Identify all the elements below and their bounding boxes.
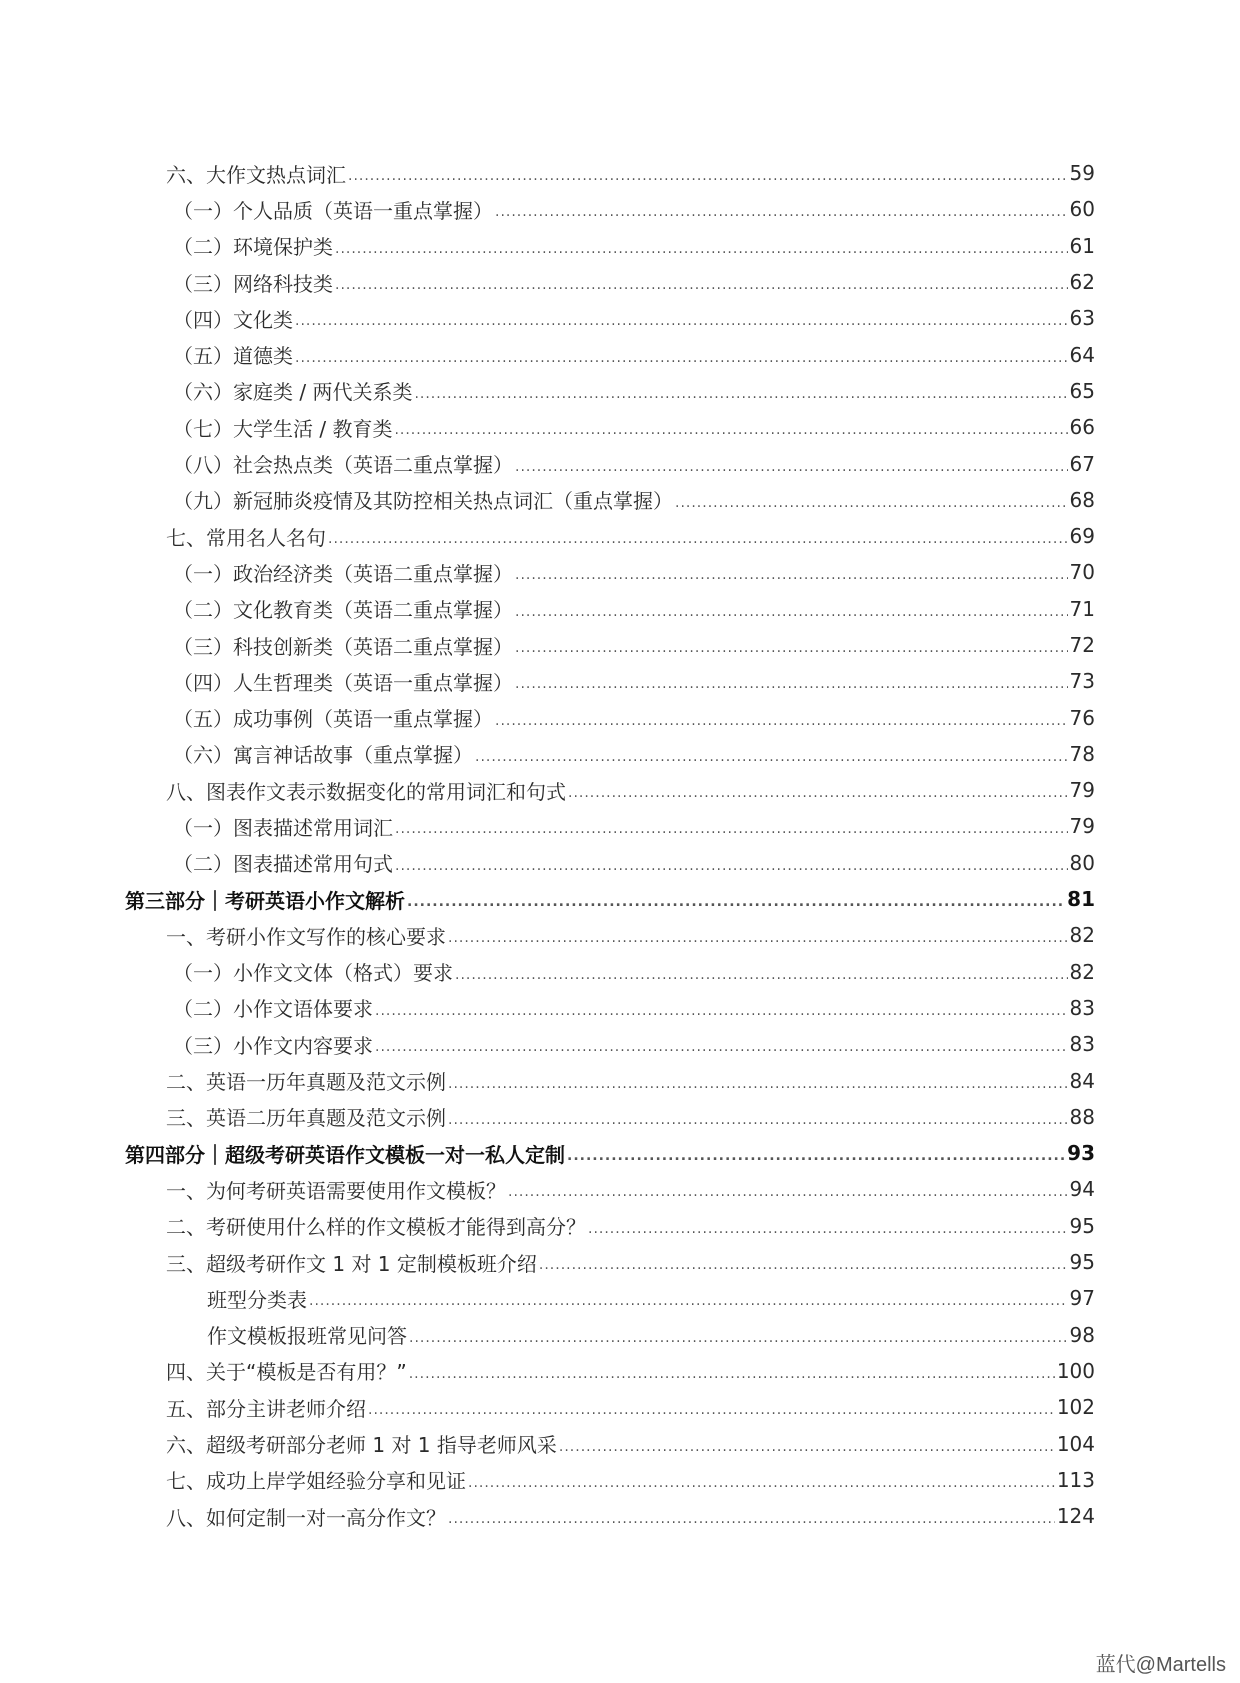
toc-entry[interactable]	[0, 954, 1095, 990]
toc-entry-title: 班型分类表	[207, 1287, 307, 1312]
toc-entry[interactable]	[0, 300, 1095, 336]
toc-entry[interactable]	[0, 772, 1095, 808]
toc-entry[interactable]	[0, 373, 1095, 409]
dot-leader	[395, 853, 1068, 873]
toc-entry[interactable]	[0, 1208, 1095, 1244]
toc-entry-title: （六）家庭类 / 两代关系类	[173, 380, 413, 405]
dot-leader	[295, 308, 1068, 328]
toc-entry-title: （一）图表描述常用词汇	[173, 815, 393, 840]
toc-entry-title: （一）政治经济类（英语二重点掌握）	[173, 561, 513, 586]
toc-entry-page-number: 113	[1056, 1467, 1095, 1492]
dot-leader	[348, 163, 1068, 183]
toc-entry[interactable]	[0, 1099, 1095, 1135]
dot-leader	[515, 635, 1068, 655]
toc-entry[interactable]	[0, 1498, 1095, 1534]
dot-leader	[328, 526, 1068, 546]
toc-entry-page-number: 80	[1069, 850, 1095, 875]
toc-entry-page-number: 100	[1056, 1358, 1095, 1383]
dot-leader	[409, 1325, 1068, 1345]
toc-entry-title: （二）环境保护类	[173, 235, 333, 260]
toc-entry-page-number: 76	[1069, 705, 1095, 730]
toc-entry-page-number: 66	[1069, 415, 1095, 440]
toc-entry[interactable]	[0, 1026, 1095, 1062]
toc-entry[interactable]	[0, 736, 1095, 772]
dot-leader	[539, 1252, 1068, 1272]
toc-entry[interactable]	[0, 264, 1095, 300]
toc-entry-title: （二）文化教育类（英语二重点掌握）	[173, 598, 513, 623]
toc-entry[interactable]	[0, 808, 1095, 844]
dot-leader	[568, 780, 1068, 800]
dot-leader	[468, 1470, 1055, 1490]
dot-leader	[515, 599, 1068, 619]
toc-entry[interactable]	[0, 1244, 1095, 1280]
toc-entry-title: （三）小作文内容要求	[173, 1033, 373, 1058]
toc-entry-page-number: 61	[1069, 233, 1095, 258]
toc-entry-title: （九）新冠肺炎疫情及其防控相关热点词汇（重点掌握）	[173, 489, 673, 514]
toc-entry-page-number: 71	[1069, 596, 1095, 621]
toc-entry-title: 二、英语一历年真题及范文示例	[166, 1070, 446, 1095]
toc-entry-title: （二）小作文语体要求	[173, 997, 373, 1022]
toc-entry[interactable]	[0, 627, 1095, 663]
dot-leader	[455, 962, 1068, 982]
toc-entry-title: 三、超级考研作文 1 对 1 定制模板班介绍	[166, 1251, 537, 1276]
toc-entry[interactable]	[0, 1062, 1095, 1098]
toc-entry-page-number: 82	[1069, 959, 1095, 984]
dot-leader	[295, 345, 1068, 365]
toc-entry-page-number: 59	[1069, 161, 1095, 186]
toc-entry-title: （六）寓言神话故事（重点掌握）	[173, 743, 473, 768]
toc-entry-title: 七、成功上岸学姐经验分享和见证	[166, 1469, 466, 1494]
dot-leader	[448, 1107, 1068, 1127]
toc-entry-title: 四、关于“模板是否有用？”	[166, 1360, 407, 1385]
dot-leader	[448, 1071, 1068, 1091]
toc-entry-page-number: 73	[1069, 669, 1095, 694]
toc-entry[interactable]	[0, 409, 1095, 445]
toc-entry[interactable]	[0, 1280, 1095, 1316]
toc-entry-page-number: 104	[1056, 1431, 1095, 1456]
toc-entry-title: 第四部分｜超级考研英语作文模板一对一私人定制	[125, 1142, 565, 1167]
toc-entry-page-number: 62	[1069, 270, 1095, 295]
dot-leader	[309, 1288, 1068, 1308]
toc-entry[interactable]	[0, 1462, 1095, 1498]
toc-entry-page-number: 65	[1069, 378, 1095, 403]
toc-entry[interactable]	[0, 1425, 1095, 1461]
toc-entry-page-number: 81	[1067, 887, 1095, 912]
toc-entry[interactable]	[0, 518, 1095, 554]
dot-leader	[515, 562, 1068, 582]
toc-entry-page-number: 67	[1069, 451, 1095, 476]
watermark: 蓝代@Martells	[1095, 1654, 1226, 1676]
table-of-contents	[0, 155, 1240, 1534]
dot-leader	[407, 889, 1065, 909]
toc-entry-title: （二）图表描述常用句式	[173, 852, 393, 877]
toc-entry[interactable]	[0, 482, 1095, 518]
toc-entry-title: 三、英语二历年真题及范文示例	[166, 1106, 446, 1131]
toc-entry-title: （七）大学生活 / 教育类	[173, 416, 393, 441]
toc-entry-title: （一）个人品质（英语一重点掌握）	[173, 198, 493, 223]
toc-entry-page-number: 64	[1069, 342, 1095, 367]
dot-leader	[409, 1361, 1055, 1381]
toc-entry-title: （四）人生哲理类（英语一重点掌握）	[173, 670, 513, 695]
toc-entry-page-number: 69	[1069, 524, 1095, 549]
dot-leader	[394, 417, 1067, 437]
toc-entry-page-number: 93	[1067, 1141, 1095, 1166]
dot-leader	[675, 490, 1068, 510]
toc-entry-page-number: 83	[1069, 1032, 1095, 1057]
toc-entry-page-number: 78	[1069, 741, 1095, 766]
dot-leader	[508, 1179, 1068, 1199]
toc-entry[interactable]	[0, 1317, 1095, 1353]
dot-leader	[335, 272, 1068, 292]
dot-leader	[375, 998, 1068, 1018]
dot-leader	[567, 1143, 1065, 1163]
toc-entry-page-number: 94	[1069, 1177, 1095, 1202]
toc-entry[interactable]	[0, 554, 1095, 590]
toc-entry-page-number: 102	[1056, 1395, 1095, 1420]
dot-leader	[368, 1397, 1055, 1417]
toc-entry-title: 一、为何考研英语需要使用作文模板？	[166, 1178, 506, 1203]
toc-entry[interactable]	[0, 917, 1095, 953]
toc-entry[interactable]	[0, 845, 1095, 881]
toc-entry-page-number: 60	[1069, 197, 1095, 222]
toc-entry-title: （五）道德类	[173, 344, 293, 369]
dot-leader	[395, 816, 1068, 836]
dot-leader	[559, 1434, 1055, 1454]
toc-entry-title: 八、如何定制一对一高分作文？	[166, 1505, 446, 1530]
toc-entry-page-number: 70	[1069, 560, 1095, 585]
dot-leader	[375, 1034, 1068, 1054]
toc-entry[interactable]	[0, 1353, 1095, 1389]
toc-entry-title: 第三部分｜考研英语小作文解析	[125, 888, 405, 913]
toc-part-heading[interactable]	[0, 881, 1095, 917]
toc-entry-page-number: 98	[1069, 1322, 1095, 1347]
toc-entry[interactable]	[0, 699, 1095, 735]
toc-entry-page-number: 79	[1069, 778, 1095, 803]
toc-entry-title: （八）社会热点类（英语二重点掌握）	[173, 453, 513, 478]
dot-leader	[335, 236, 1068, 256]
toc-entry-page-number: 95	[1069, 1213, 1095, 1238]
toc-entry-page-number: 95	[1069, 1250, 1095, 1275]
toc-part-heading[interactable]	[0, 1135, 1095, 1171]
toc-entry-title: 作文模板报班常见问答	[207, 1324, 407, 1349]
toc-entry-title: （一）小作文文体（格式）要求	[173, 961, 453, 986]
toc-entry-page-number: 83	[1069, 995, 1095, 1020]
toc-entry[interactable]	[0, 155, 1095, 191]
toc-entry-page-number: 82	[1069, 923, 1095, 948]
toc-entry[interactable]	[0, 228, 1095, 264]
dot-leader	[495, 708, 1068, 728]
toc-entry[interactable]	[0, 990, 1095, 1026]
toc-entry-title: （三）网络科技类	[173, 271, 333, 296]
toc-entry-title: 七、常用名人名句	[166, 525, 326, 550]
toc-entry-page-number: 63	[1069, 306, 1095, 331]
dot-leader	[515, 671, 1068, 691]
toc-entry-page-number: 72	[1069, 633, 1095, 657]
dot-leader	[448, 925, 1068, 945]
toc-entry[interactable]	[0, 445, 1095, 481]
toc-entry-page-number: 124	[1056, 1504, 1095, 1529]
toc-entry[interactable]	[0, 1389, 1095, 1425]
toc-entry[interactable]	[0, 591, 1095, 627]
toc-entry-title: 一、考研小作文写作的核心要求	[166, 924, 446, 949]
dot-leader	[588, 1216, 1068, 1236]
toc-entry[interactable]	[0, 191, 1095, 227]
toc-entry-title: 六、超级考研部分老师 1 对 1 指导老师风采	[166, 1433, 557, 1458]
toc-entry-title: 六、大作文热点词汇	[166, 162, 346, 187]
toc-entry-title: 八、图表作文表示数据变化的常用词汇和句式	[166, 779, 566, 804]
toc-entry-title: （五）成功事例（英语一重点掌握）	[173, 707, 493, 732]
toc-entry[interactable]	[0, 1171, 1095, 1207]
toc-entry-title: 五、部分主讲老师介绍	[166, 1396, 366, 1421]
toc-entry-page-number: 68	[1069, 487, 1095, 512]
toc-entry-title: （四）文化类	[173, 307, 293, 332]
dot-leader	[515, 454, 1068, 474]
toc-entry-page-number: 84	[1069, 1068, 1095, 1093]
toc-entry[interactable]	[0, 336, 1095, 372]
toc-entry-title: 二、考研使用什么样的作文模板才能得到高分？	[166, 1215, 586, 1240]
dot-leader	[414, 381, 1067, 401]
toc-entry-page-number: 88	[1069, 1104, 1095, 1129]
toc-entry-page-number: 97	[1069, 1286, 1095, 1311]
toc-entry[interactable]	[0, 663, 1095, 699]
toc-entry-page-number: 79	[1069, 814, 1095, 839]
dot-leader	[475, 744, 1068, 764]
dot-leader	[495, 199, 1068, 219]
toc-entry-title: （三）科技创新类（英语二重点掌握）	[173, 634, 513, 659]
dot-leader	[448, 1506, 1055, 1526]
